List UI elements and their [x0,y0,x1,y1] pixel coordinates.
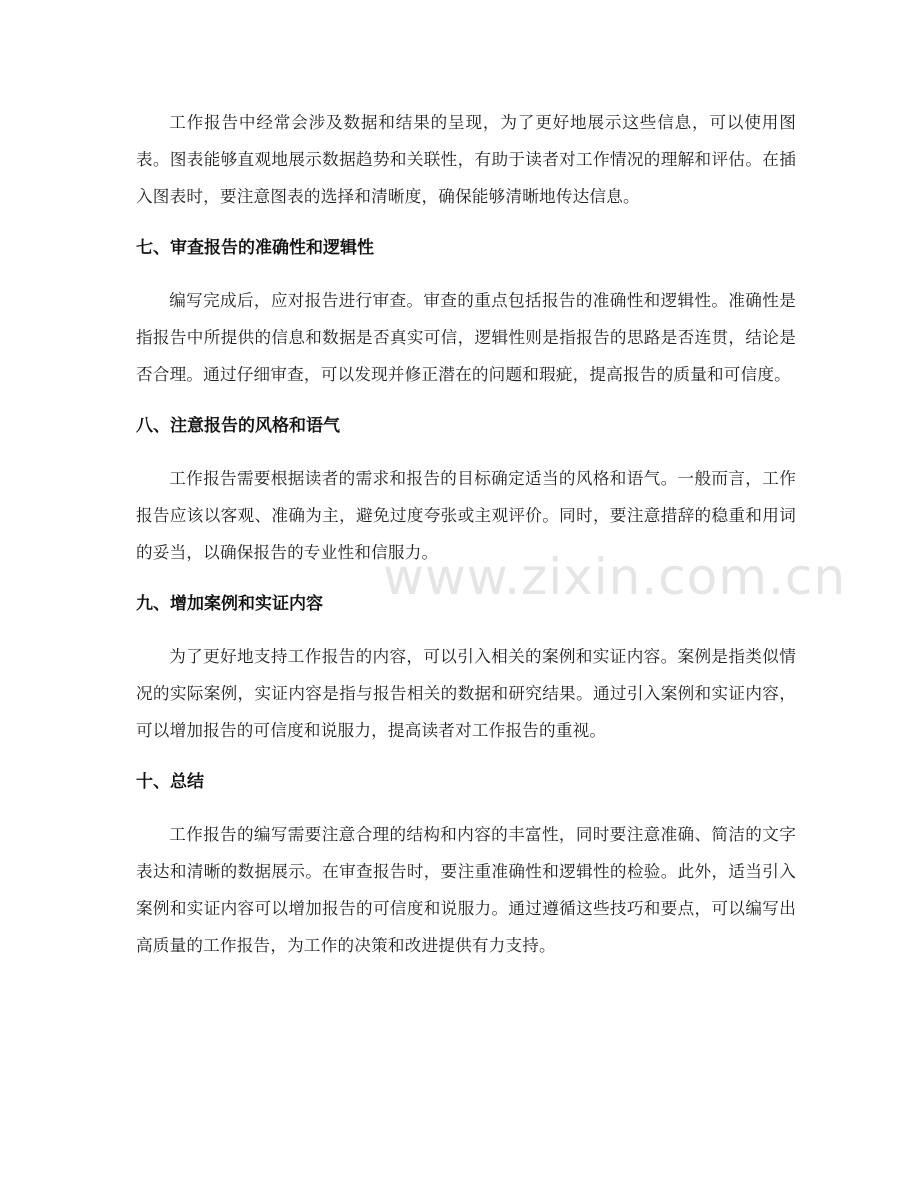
watermark: www.zixin.com.cn [383,548,847,606]
section-paragraph-9: 为了更好地支持工作报告的内容，可以引入相关的案例和实证内容。案例是指类似情况的实际案例，实证内容是指与报告相关的数据和研究结果。通过引入案例和实证内容，可以增加报告的可信度和说服力，提高读者对工作报告的重视。 [136,647,796,740]
intro-paragraph: 工作报告中经常会涉及数据和结果的呈现，为了更好地展示这些信息，可以使用图表。图表能够直观地展示数据趋势和关联性，有助于读者对工作情况的理解和评估。在插入图表时，要注意图表的选择和清晰度，确保能够清晰地传达信息。 [136,113,796,206]
section-paragraph-7: 编写完成后，应对报告进行审查。审查的重点包括报告的准确性和逻辑性。准确性是指报告中所提供的信息和数据是否真实可信，逻辑性则是指报告的思路是否连贯，结论是否合理。通过仔细审查，可以发现并修正潜在的问题和瑕疵，提高报告的质量和可信度。 [136,291,796,384]
section-paragraph-8: 工作报告需要根据读者的需求和报告的目标确定适当的风格和语气。一般而言，工作报告应该以客观、准确为主，避免过度夸张或主观评价。同时，要注意措辞的稳重和用词的妥当，以确保报告的专业性和信服力。 [136,469,796,562]
section-heading-10: 十、总结 [136,772,204,792]
document-body [136,104,796,964]
section-paragraph-10: 工作报告的编写需要注意合理的结构和内容的丰富性，同时要注意准确、简洁的文字表达和清晰的数据展示。在审查报告时，要注重准确性和逻辑性的检验。此外，适当引入案例和实证内容可以增加报告的可信度和说服力。通过遵循这些技巧和要点，可以编写出高质量的工作报告，为工作的决策和改进提供有力支持。 [136,825,796,955]
section-heading-8: 八、注意报告的风格和语气 [136,416,340,436]
section-heading-7: 七、审查报告的准确性和逻辑性 [136,238,374,258]
section-heading-9: 九、增加案例和实证内容 [136,594,323,614]
